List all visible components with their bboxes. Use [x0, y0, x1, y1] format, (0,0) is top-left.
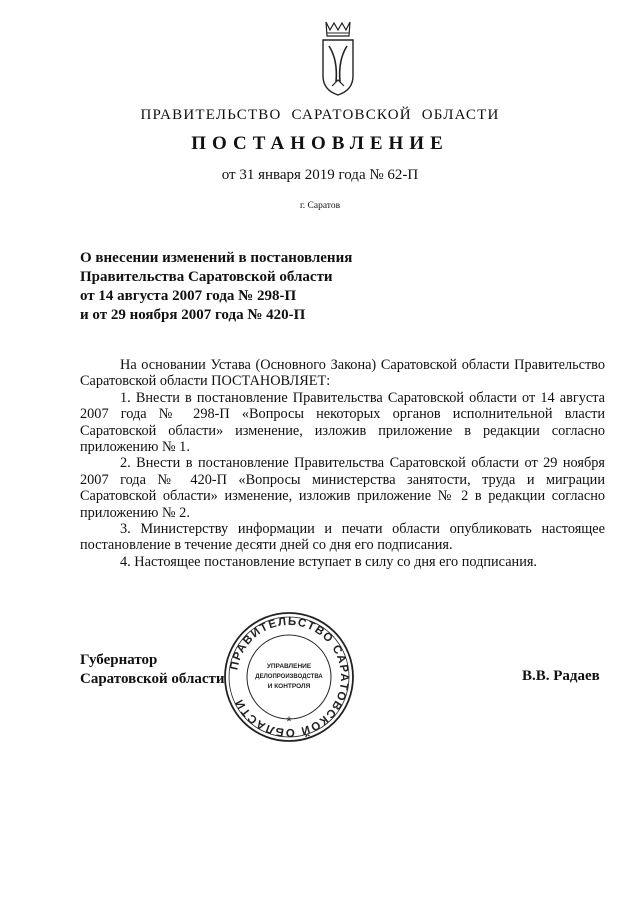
signer-position: [80, 651, 225, 689]
document-body: [80, 357, 605, 570]
document-city: г. Саратов: [299, 201, 341, 211]
body-paragraph: 2. Внести в постановление Правительства Саратовской области от 29 ноября 2007 года № 420-П «Вопросы министерства занятости, труда и миграции Саратовской области» изменение, изложив приложение № 2 в редакции согласно приложению № 2.: [80, 455, 605, 521]
signer-name: В.В. Радаев: [522, 668, 600, 684]
title-line: Правительства Саратовской области: [80, 269, 333, 285]
document-title: [80, 249, 420, 325]
seal-center-line: ДЕЛОПРОИЗВОДСТВА: [255, 674, 323, 680]
seal-center-line: УПРАВЛЕНИЕ: [266, 663, 312, 670]
seal-center-line: И КОНТРОЛЯ: [267, 683, 311, 690]
title-line: О внесении изменений в постановления: [80, 250, 353, 266]
body-paragraph: 3. Министерству информации и печати области опубликовать настоящее постановление в течение десяти дней со дня его подписания.: [80, 521, 605, 554]
signer-position-line: Губернатор: [80, 652, 158, 668]
seal-star: *: [286, 713, 292, 729]
body-paragraph: 4. Настоящее постановление вступает в силу со дня его подписания.: [120, 553, 537, 570]
signer-position-line: Саратовской области: [80, 671, 225, 687]
body-paragraph: На основании Устава (Основного Закона) Саратовской области Правительство Саратовской области ПОСТАНОВЛЯЕТ:: [80, 357, 605, 390]
title-line: и от 29 ноября 2007 года № 420-П: [80, 307, 306, 323]
coat-of-arms-icon: [318, 18, 358, 98]
document-date-number: от 31 января 2019 года № 62-П: [221, 167, 419, 183]
title-line: от 14 августа 2007 года № 298-П: [80, 288, 297, 304]
seal-ring-text: ПРАВИТЕЛЬСТВО САРАТОВСКОЙ ОБЛАСТИ: [228, 615, 351, 739]
government-name: ПРАВИТЕЛЬСТВО САРАТОВСКОЙ ОБЛАСТИ: [140, 107, 500, 123]
official-seal-icon: [222, 610, 356, 744]
document-type: ПОСТАНОВЛЕНИЕ: [191, 133, 449, 154]
body-paragraph: 1. Внести в постановление Правительства Саратовской области от 14 августа 2007 года № 298-П «Вопросы некоторых органов исполнительной власти Саратовской области» изменение, изложив приложение в редакции согласно приложению № 1.: [80, 389, 605, 456]
